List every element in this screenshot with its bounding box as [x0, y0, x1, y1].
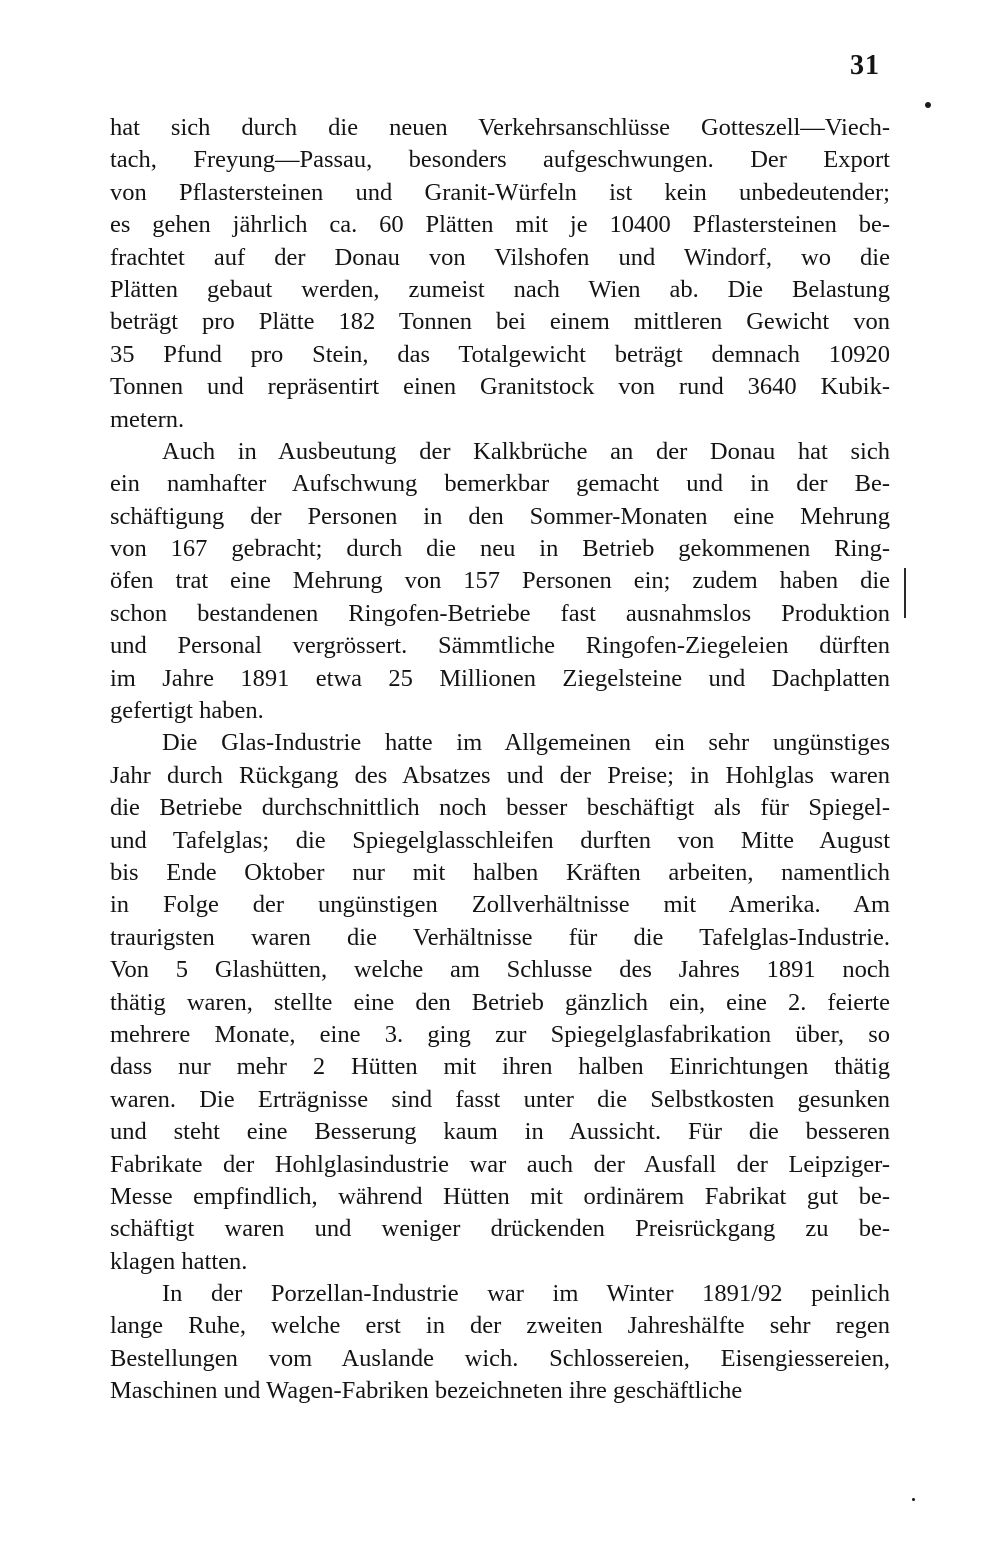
text-line: Messe empfindlich, während Hütten mit ordinärem Fabrikat gut be- — [110, 1182, 890, 1210]
text-line: von 167 gebracht; durch die neu in Betrieb gekommenen Ring- — [110, 535, 890, 563]
text-line: In der Porzellan-Industrie war im Winter 1891/92 peinlich — [162, 1280, 890, 1308]
text-line: 35 Pfund pro Stein, das Totalgewicht beträgt demnach 10920 — [110, 340, 890, 368]
text-line: es gehen jährlich ca. 60 Plätten mit je 10400 Pflastersteinen be- — [110, 211, 890, 239]
text-line: bis Ende Oktober nur mit halben Kräften arbeiten, namentlich — [110, 858, 890, 886]
text-line: dass nur mehr 2 Hütten mit ihren halben Einrichtungen thätig — [110, 1053, 890, 1081]
margin-pencil-mark — [904, 568, 906, 618]
text-line: metern. — [110, 405, 185, 433]
paragraph — [110, 727, 890, 1278]
text-line: gefertigt haben. — [110, 697, 264, 725]
paragraph — [110, 112, 890, 436]
text-line: die Betriebe durchschnittlich noch besser beschäftigt als für Spiegel- — [110, 794, 890, 822]
text-line: ein namhafter Aufschwung bemerkbar gemacht und in der Be- — [110, 470, 890, 498]
body-text — [110, 112, 890, 1408]
text-line: Die Glas-Industrie hatte im Allgemeinen ein sehr ungünstiges — [162, 729, 890, 757]
text-line: schäftigt waren und weniger drückenden Preisrückgang zu be- — [110, 1215, 890, 1243]
text-line: waren. Die Erträgnisse sind fasst unter die Selbstkosten gesunken — [110, 1085, 890, 1113]
text-line: und Tafelglas; die Spiegelglasschleifen durften von Mitte August — [110, 826, 890, 854]
text-line: schon bestandenen Ringofen-Betriebe fast ausnahmslos Produktion — [110, 599, 890, 627]
text-line: traurigsten waren die Verhältnisse für die Tafelglas-Industrie. — [110, 923, 890, 951]
text-line: Auch in Ausbeutung der Kalkbrüche an der Donau hat sich — [162, 437, 890, 465]
text-line: klagen hatten. — [110, 1247, 248, 1275]
paragraph — [110, 436, 890, 728]
text-line: Plätten gebaut werden, zumeist nach Wien ab. Die Belastung — [110, 275, 890, 303]
text-line: öfen trat eine Mehrung von 157 Personen ein; zudem haben die — [110, 567, 890, 595]
text-line: beträgt pro Plätte 182 Tonnen bei einem mittleren Gewicht von — [110, 308, 890, 336]
text-line: lange Ruhe, welche erst in der zweiten Jahreshälfte sehr regen — [110, 1312, 890, 1340]
text-line: Maschinen und Wagen-Fabriken bezeichneten ihre geschäftliche — [110, 1377, 743, 1405]
page-number: 31 — [850, 50, 880, 81]
text-line: und Personal vergrössert. Sämmtliche Ringofen-Ziegeleien dürften — [110, 632, 890, 660]
text-line: Fabrikate der Hohlglasindustrie war auch der Ausfall der Leipziger- — [110, 1150, 890, 1178]
paragraph — [110, 1278, 890, 1408]
text-line: tach, Freyung—Passau, besonders aufgeschwungen. Der Export — [110, 146, 890, 174]
text-line: im Jahre 1891 etwa 25 Millionen Ziegelsteine und Dachplatten — [110, 664, 890, 692]
text-line: in Folge der ungünstigen Zollverhältnisse mit Amerika. Am — [110, 891, 890, 919]
text-line: Bestellungen vom Auslande wich. Schlossereien, Eisengiessereien, — [110, 1344, 890, 1372]
text-line: schäftigung der Personen in den Sommer-Monaten eine Mehrung — [110, 502, 890, 530]
text-line: Tonnen und repräsentirt einen Granitstock von rund 3640 Kubik- — [110, 373, 890, 401]
ink-speck — [912, 1498, 915, 1501]
ink-mark-dot — [925, 102, 931, 108]
text-line: Von 5 Glashütten, welche am Schlusse des Jahres 1891 noch — [110, 956, 890, 984]
text-line: mehrere Monate, eine 3. ging zur Spiegelglasfabrikation über, so — [110, 1020, 890, 1048]
text-line: hat sich durch die neuen Verkehrsanschlüsse Gotteszell—Viech- — [110, 114, 890, 141]
text-line: thätig waren, stellte eine den Betrieb gänzlich ein, eine 2. feierte — [110, 988, 890, 1016]
text-line: von Pflastersteinen und Granit-Würfeln ist kein unbedeutender; — [110, 178, 890, 206]
text-line: frachtet auf der Donau von Vilshofen und Windorf, wo die — [110, 243, 890, 271]
text-line: und steht eine Besserung kaum in Aussicht. Für die besseren — [110, 1118, 890, 1146]
text-line: Jahr durch Rückgang des Absatzes und der Preise; in Hohlglas waren — [110, 761, 890, 789]
